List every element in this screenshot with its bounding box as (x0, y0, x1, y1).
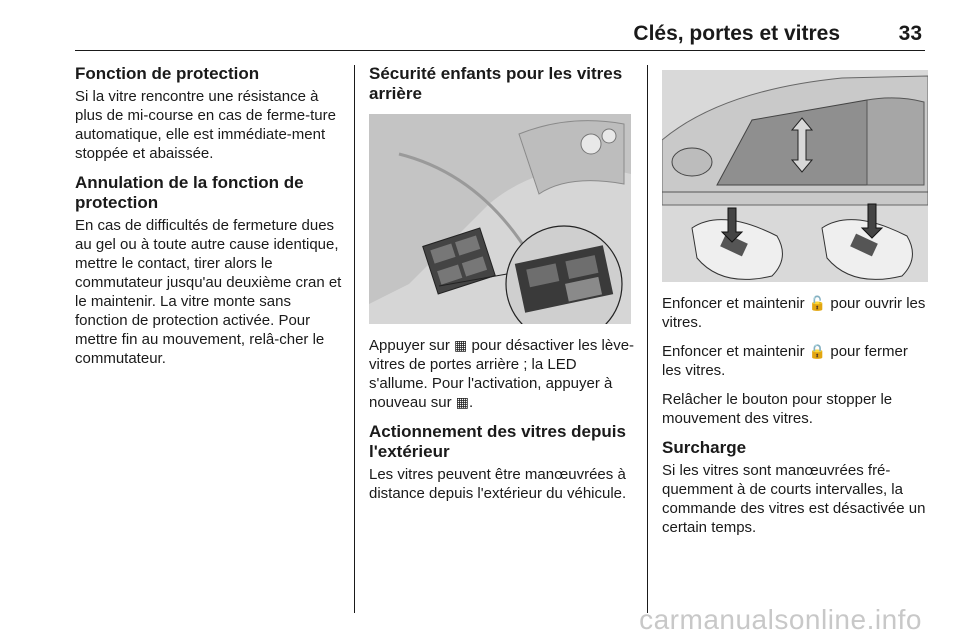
column-divider (647, 65, 648, 613)
lock-icon: 🔒 (808, 343, 827, 359)
page-number: 33 (898, 22, 922, 45)
column-2 (369, 64, 635, 513)
paragraph: Les vitres peuvent être manœuvrées à distance depuis l'extérieur du véhicule. (369, 466, 627, 502)
watermark: carmanualsonline.info (639, 604, 922, 635)
paragraph: En cas de difficultés de fermeture dues au gel ou à toute autre cause identique, mettre le contact, tirer alors le commutateur jusqu'au deuxième cran et le maintenir. La vitre monte sans fonction de protection activée. Pour mettre fin au mouvement, relâ-cher le commutateur. (75, 217, 342, 367)
header-title: Clés, portes et vitres (633, 22, 840, 45)
section-heading: Surcharge (662, 438, 747, 457)
door-switch-illustration (369, 114, 631, 324)
paragraph: Enfoncer et maintenir 🔓 pour ouvrir les vitres. (662, 295, 926, 331)
column-divider (354, 65, 355, 613)
child-lock-icon: ▦ (454, 337, 468, 353)
unlock-icon: 🔓 (808, 295, 827, 311)
header-rule (75, 50, 925, 51)
remote-window-operation-illustration (662, 70, 928, 282)
section-heading: Actionnement des vitres depuis l'extérieur (369, 422, 626, 461)
column-1 (75, 64, 345, 378)
paragraph: Appuyer sur ▦ pour désactiver les lève-vitres de portes arrière ; la LED s'allume. Pour l'activation, appuyer à nouveau sur ▦. (369, 337, 635, 411)
child-lock-icon: ▦ (455, 394, 469, 410)
column-3 (662, 64, 930, 547)
section-heading: Sécurité enfants pour les vitres arrière (369, 64, 623, 103)
paragraph: Si la vitre rencontre une résistance à plus de mi-course en cas de ferme-ture automatique, elle est immédiate-ment stoppée et abaissée. (75, 88, 336, 162)
section-heading: Fonction de protection (75, 64, 260, 83)
paragraph: Si les vitres sont manœuvrées fré-quemment à de courts intervalles, la commande des vitres est désactivée un certain temps. (662, 462, 926, 536)
section-heading: Annulation de la fonction de protection (75, 173, 304, 212)
paragraph: Relâcher le bouton pour stopper le mouvement des vitres. (662, 391, 893, 427)
paragraph: Enfoncer et maintenir 🔒 pour fermer les vitres. (662, 343, 908, 379)
